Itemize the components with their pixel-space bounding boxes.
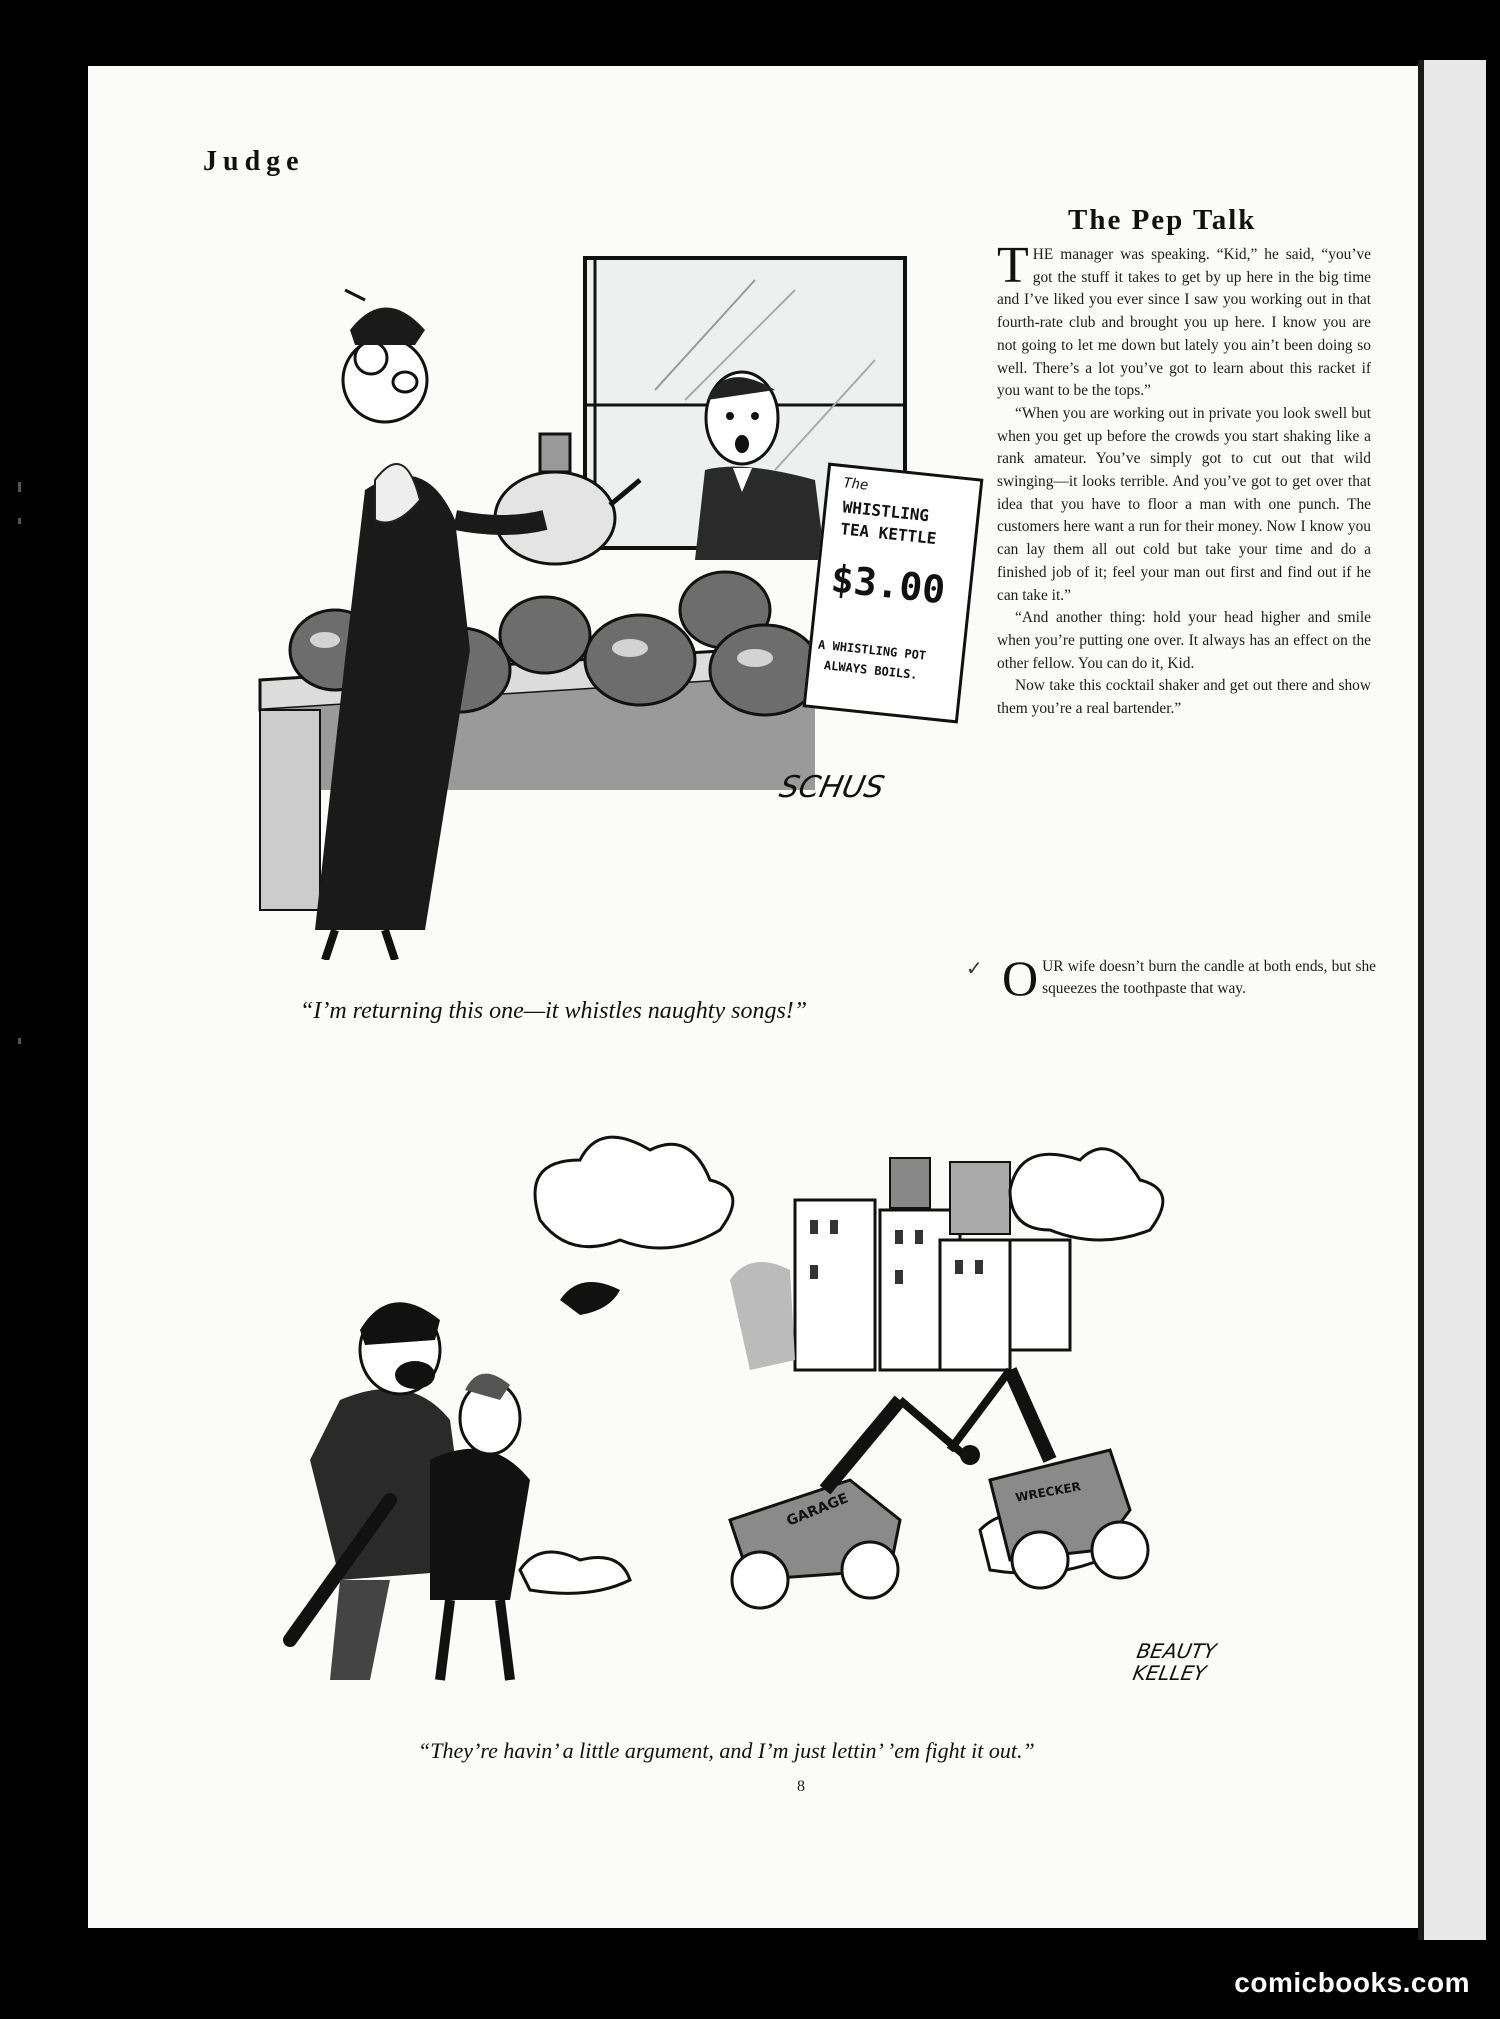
caption-bottom: “They’re havin’ a little argument, and I’m just lettin’ ’em fight it out.”: [418, 1738, 1035, 1763]
article-paragraph: “And another thing: hold your head higher and smile when you’re putting one over. It always has an effect on the other fellow. You can do it, Kid.: [997, 609, 1371, 672]
sign-slogan: A WHISTLING POT: [817, 637, 927, 663]
sign-line: WHISTLING: [841, 497, 930, 526]
caption-top: “I’m returning this one—it whistles naughty songs!”: [300, 998, 808, 1024]
truck-label: GARAGE: [784, 1490, 851, 1530]
sign-line: The: [842, 475, 870, 494]
margin-mark: [18, 482, 21, 492]
truck-label: WRECKER: [1014, 1479, 1082, 1505]
margin-check-mark: ✓: [966, 958, 983, 980]
cartoon-tea-kettle: [255, 230, 975, 960]
page-number: 8: [797, 1778, 805, 1795]
next-page-edge: [1418, 60, 1486, 1940]
article-title: The Pep Talk: [1068, 204, 1257, 236]
article-paragraph: Now take this cocktail shaker and get out there and show them you’re a real bartender.”: [997, 677, 1371, 718]
masthead: Judge: [203, 146, 305, 177]
margin-mark: [18, 1038, 21, 1044]
cartoon-tow-trucks: [250, 1100, 1330, 1700]
watermark: comicbooks.com: [1234, 1967, 1470, 1998]
drop-cap: T: [997, 237, 1029, 294]
article-body: [997, 237, 1371, 721]
margin-mark: [18, 518, 21, 524]
sign-price: $3.00: [828, 556, 948, 613]
article-paragraph: THE manager was speaking. “Kid,” he said, “you’ve got the stuff it takes to get by up here in the big time and I’ve liked you ever since I saw you working out in that fourth-rate club and brought you up here. I know you are not going to let me down but lately you ain’t been doing so well. There’s a lot you’ve got to learn about this racket if you want to be the tops.”: [997, 237, 1371, 400]
article-paragraph: “When you are working out in private you look swell but when you get up before the crowds you start shaking like a rank amateur. You’ve simply got to cut out that wild swinging—it looks terrible. And you’ve got to get over that idea that you have to floor a man with one punch. The customers here want a run for their money. Now I know you can lay them all out cold but take your time and do a finished job of it; feel your man out first and find out if he can take it.”: [997, 404, 1371, 604]
sign-line: TEA KETTLE: [839, 519, 938, 549]
cartoon-signature: BEAUTY KELLEY: [1130, 1639, 1219, 1685]
quip-text: OUR wife doesn’t burn the candle at both ends, but she squeezes the toothpaste that way.: [1002, 950, 1376, 1006]
price-sign: [803, 463, 984, 724]
sign-slogan: ALWAYS BOILS.: [823, 658, 919, 682]
tow-truck-illustration: [250, 1100, 1330, 1700]
cartoon-signature: SCHUS: [776, 770, 888, 805]
drop-cap: O: [1002, 950, 1039, 1006]
